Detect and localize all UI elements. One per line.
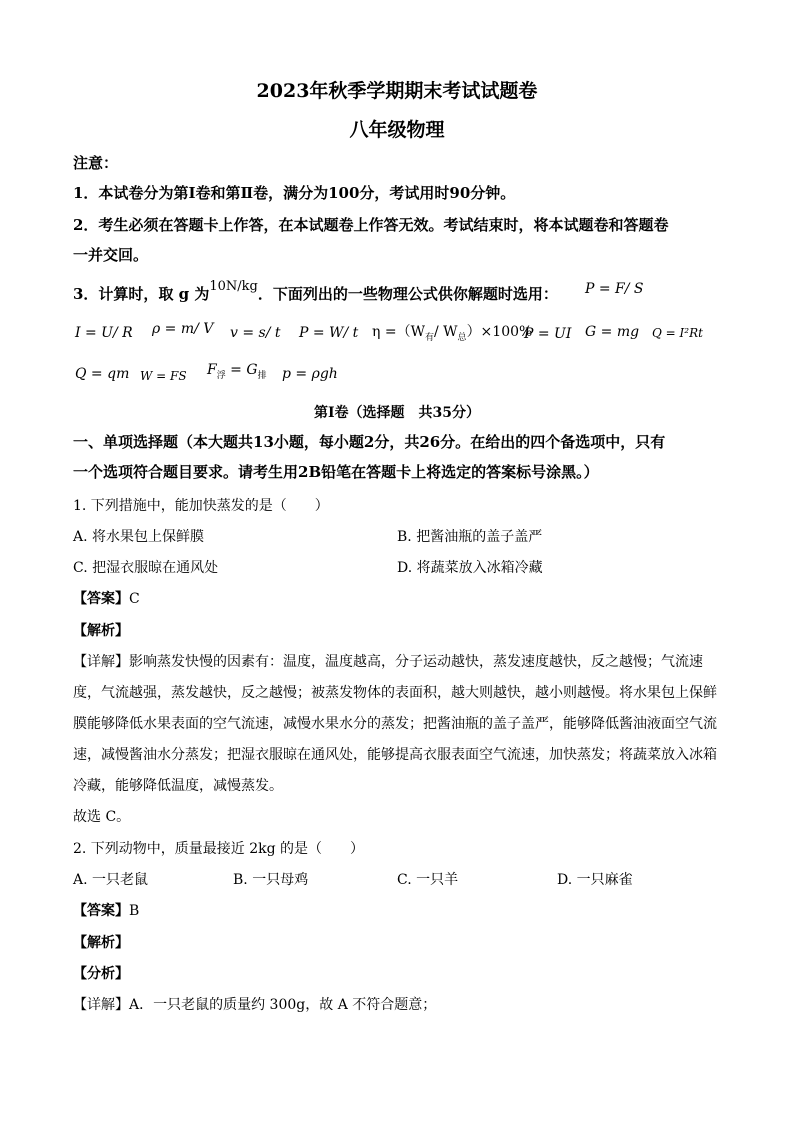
part1-instructions-b: 一个选项符合题目要求。请考生用2B铅笔在答题卡上将选定的答案标号涂黑。） [73, 463, 599, 481]
q1-detail-line-2: 度，气流越强，蒸发越快，反之越慢；被蒸发物体的表面积，越大则越快，越小则越慢。将水果包上保鲜 [73, 685, 717, 701]
q2-option-a: A. 一只老鼠 [73, 872, 149, 888]
eta-mid: / W [433, 324, 458, 340]
note-2b: 一并交回。 [73, 246, 149, 264]
q1-answer [73, 588, 140, 608]
q1-answer-value: C [129, 591, 140, 607]
note-3-suffix: ．下面列出的一些物理公式供你解题时选用： [257, 285, 558, 303]
formula-w-fs: W = FS [140, 369, 187, 383]
q1-option-d: D. 将蔬菜放入冰箱冷藏 [397, 560, 543, 576]
eta-start: η =（W [372, 324, 425, 340]
note-3-prefix: 3．计算时，取 g 为 [73, 285, 210, 303]
formula-q-i2rt: Q = I²Rt [652, 326, 703, 340]
eta-sub-useful: 有 [424, 332, 434, 343]
q2-answer-value: B [129, 903, 140, 919]
part1-instructions-a: 一、单项选择题（本大题共13小题，每小题2分，共26分。在给出的四个备选项中，只有 [73, 433, 666, 451]
note-2a: 2．考生必须在答题卡上作答，在本试题卷上作答无效。考试结束时，将本试题卷和答题卷 [73, 216, 669, 234]
eta-sub-total: 总 [457, 332, 467, 343]
f-letter: F [207, 362, 217, 378]
page-title: 2023年秋季学期期末考试试题卷 [256, 80, 538, 102]
f-sub: 浮 [216, 370, 226, 381]
q1-detail-line-1: 【详解】影响蒸发快慢的因素有：温度，温度越高，分子运动越快，蒸发速度越快，反之越慢；气流速 [73, 654, 703, 670]
formula-p-wt: P = W/ t [299, 325, 359, 341]
q2-analysis-tag: 【解析】 [73, 935, 129, 951]
formula-buoyancy [207, 362, 267, 381]
q2-stem: 2. 下列动物中，质量最接近 2kg 的是（ ） [73, 841, 365, 857]
q2-option-b: B. 一只母鸡 [233, 872, 309, 888]
q1-detail-line-5: 冷藏，能够降低温度，减慢蒸发。 [73, 778, 283, 794]
q2-option-c: C. 一只羊 [397, 872, 459, 888]
f-eq: = G [225, 362, 258, 378]
formula-p-ui: P = UI [524, 326, 572, 342]
page-subtitle: 八年级物理 [349, 119, 445, 141]
eta-end: ）×100% [466, 324, 533, 340]
formula-q-qm: Q = qm [75, 366, 130, 382]
formula-i-ur: I = U/ R [75, 325, 133, 341]
note-1: 1．本试卷分为第Ⅰ卷和第Ⅱ卷，满分为100分，考试用时90分钟。 [73, 184, 516, 202]
note-3 [73, 279, 558, 304]
q1-detail-line-4: 速，减慢酱油水分蒸发；把湿衣服晾在通风处，能够提高衣服表面空气流速，加快蒸发；将蔬菜放入冰箱 [73, 747, 717, 763]
q1-option-b: B. 把酱油瓶的盖子盖严 [397, 529, 543, 545]
formula-eta [372, 321, 532, 343]
q2-answer-tag: 【答案】 [73, 903, 129, 919]
q1-detail-line-3: 膜能够降低水果表面的空气流速，减慢水果水分的蒸发；把酱油瓶的盖子盖严，能够降低酱油液面空气流 [73, 716, 717, 732]
formula-g: G = mg [585, 324, 640, 340]
q2-fenxi-tag: 【分析】 [73, 966, 129, 982]
notes-heading: 注意： [73, 154, 119, 172]
q2-detail: 【详解】A．一只老鼠的质量约 300g，故 A 不符合题意； [73, 997, 437, 1013]
q1-answer-tag: 【答案】 [73, 591, 129, 607]
formula-v: v = s/ t [230, 325, 281, 341]
q1-option-c: C. 把湿衣服晾在通风处 [73, 560, 219, 576]
formula-p-fs: P = F/ S [585, 281, 644, 297]
formula-p-rgh: p = ρgh [282, 366, 338, 382]
q2-option-d: D. 一只麻雀 [557, 872, 633, 888]
section-heading: 第Ⅰ卷（选择题 共35分） [313, 405, 481, 421]
g-value: 10N/kg [209, 279, 258, 294]
q2-answer [73, 900, 139, 920]
q1-analysis-tag: 【解析】 [73, 623, 129, 639]
q1-option-a: A. 将水果包上保鲜膜 [73, 529, 205, 545]
q1-stem: 1. 下列措施中，能加快蒸发的是（ ） [73, 498, 329, 514]
g-sub: 排 [257, 370, 267, 381]
q1-choose: 故选 C。 [73, 809, 131, 825]
formula-rho: ρ = m/ V [152, 321, 214, 337]
